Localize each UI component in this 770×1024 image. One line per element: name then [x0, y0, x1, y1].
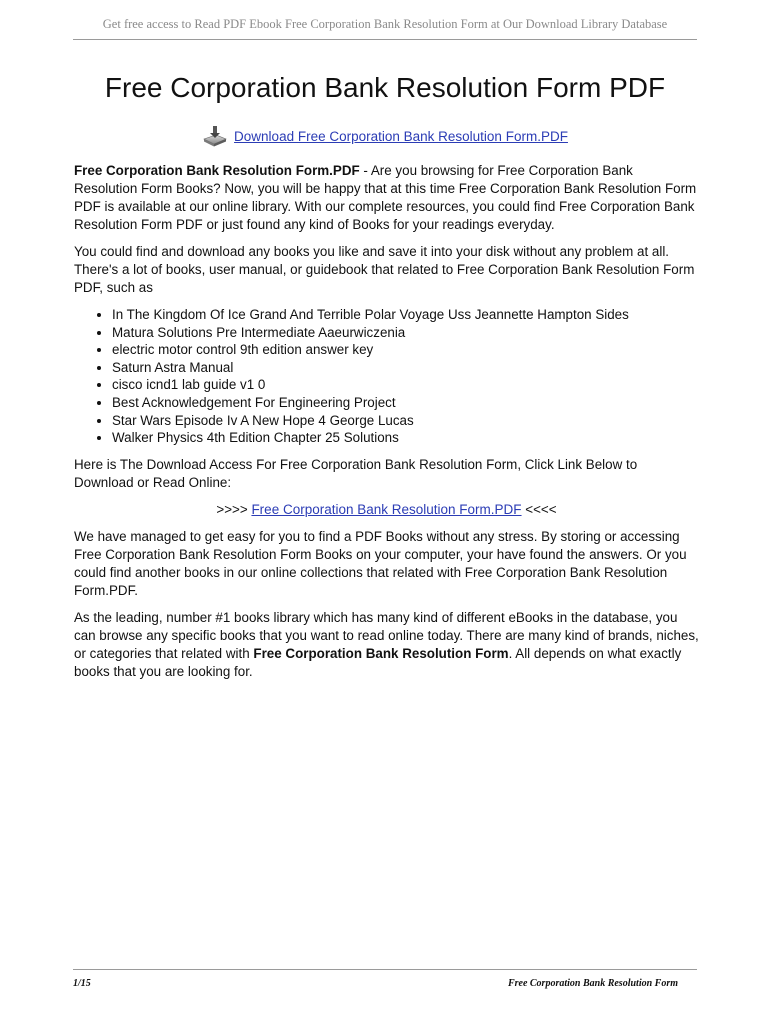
list-item: • cisco icnd1 lab guide v1 0 — [112, 376, 699, 394]
intro-text: - Are you browsing for Free Corporation Bank Resolution Form Books? Now, you will be happy that at this time Free Corporation Bank Resolution Form PDF is available at our online library. With our complete resources, you could find Free Corporation Bank Resolution Form PDF or just found any kind of Books for your readings everyday. — [74, 163, 697, 232]
list-item: • Best Acknowledgement For Engineering Project — [112, 394, 699, 412]
main-content — [74, 162, 699, 690]
list-item: • Saturn Astra Manual — [112, 359, 699, 377]
paragraph-5 — [74, 609, 699, 681]
intro-paragraph — [74, 162, 699, 234]
page-number: 1/15 — [73, 978, 91, 989]
paragraph-2: You could find and download any books you like and save it into your disk without any problem at all. There's a lot of books, user manual, or guidebook that related to Free Corporation Bank Resolution Form PDF, such as — [74, 244, 695, 295]
download-link[interactable]: Download Free Corporation Bank Resolution Form.PDF — [234, 128, 568, 144]
list-item: • Matura Solutions Pre Intermediate Aaeurwiczenia — [112, 324, 699, 342]
paragraph-5-text: As the leading, number #1 books library which has many kind of different eBooks in the database, you can browse any specific books that you want to read online today. There are many kind of brands, niches, or categories that related with — [74, 609, 699, 661]
footer-title: Free Corporation Bank Resolution Form — [507, 978, 678, 989]
footer-divider — [73, 969, 697, 970]
page-header: Get free access to Read PDF Ebook Free Corporation Bank Resolution Form at Our Download Library Database — [73, 10, 697, 40]
list-item: • In The Kingdom Of Ice Grand And Terrible Polar Voyage Uss Jeannette Hampton Sides — [112, 306, 699, 324]
list-item: • electric motor control 9th edition answer key — [112, 341, 699, 359]
access-link[interactable]: Free Corporation Bank Resolution Form.PDF — [251, 501, 522, 517]
paragraph-5-end: . All depends on what exactly books that you are looking for. — [74, 645, 682, 679]
download-row — [0, 124, 770, 148]
access-line — [74, 501, 699, 519]
access-suffix: <<<< — [521, 501, 557, 517]
list-item: • Star Wars Episode Iv A New Hope 4 George Lucas — [112, 412, 699, 430]
download-disk-icon[interactable] — [202, 124, 228, 148]
paragraph-5-bold: Free Corporation Bank Resolution Form — [253, 645, 509, 661]
list-item: • Walker Physics 4th Edition Chapter 25 Solutions — [112, 429, 699, 447]
paragraph-4: We have managed to get easy for you to find a PDF Books without any stress. By storing or accessing Free Corporation Bank Resolution Form Books on your computer, your have found the answers. Or you could find another books in our online collections that related with Free Corporation Bank Resolution Form.PDF. — [74, 528, 687, 598]
page-title: Free Corporation Bank Resolution Form PDF — [104, 72, 666, 103]
book-list — [74, 306, 699, 447]
access-prefix: >>>> — [216, 501, 252, 517]
paragraph-3: Here is The Download Access For Free Corporation Bank Resolution Form, Click Link Below to Download or Read Online: — [74, 456, 638, 490]
intro-bold: Free Corporation Bank Resolution Form.PDF — [74, 163, 360, 178]
